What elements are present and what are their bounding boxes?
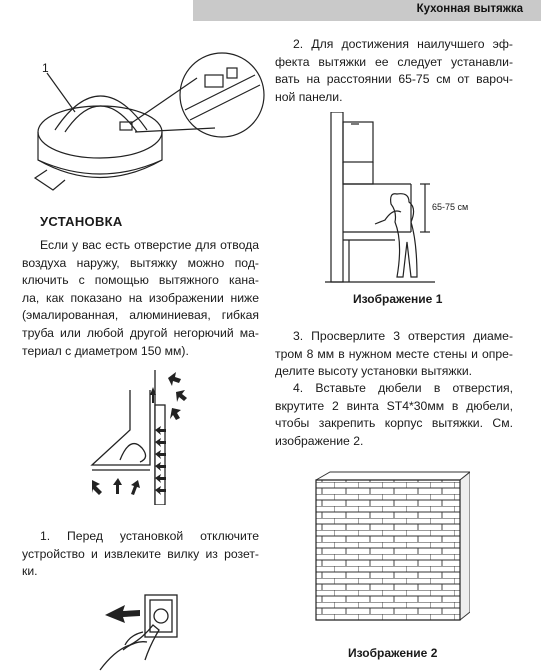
text-line: изображение 2. — [275, 433, 364, 448]
unplug-illustration — [95, 590, 185, 672]
text-line: чтобы закрепить корпус вытяжки. См. — [275, 416, 513, 431]
text-line: устройство и извлеките вилку из розет- — [22, 546, 259, 561]
step-4-paragraph — [275, 380, 513, 450]
text-line: териал с диаметром 150 мм). — [22, 343, 189, 358]
figure-2-caption: Изображение 2 — [348, 646, 438, 660]
hood-airflow-illustration — [80, 370, 200, 505]
brick-wall-illustration — [310, 470, 470, 630]
text-line: ки. — [22, 564, 38, 579]
text-line: вкрутите 2 винта ST4*30мм в дюбели, — [275, 398, 513, 413]
step-3-paragraph — [275, 328, 513, 381]
duct-collar-illustration — [25, 40, 270, 200]
text-line: воздуха наружу, вытяжку можно под- — [22, 255, 259, 270]
dimension-label: 65-75 см — [432, 202, 469, 212]
text-line: 2. Для достижения наилучшего эф- — [293, 37, 513, 51]
page-title: Кухонная вытяжка — [416, 3, 523, 15]
intro-paragraph — [22, 237, 259, 360]
text-line: ключить с помощью вытяжного кана- — [22, 273, 259, 288]
hood-height-illustration — [325, 112, 485, 290]
text-line: вать на расстоянии 65-75 см от вароч- — [275, 72, 513, 87]
text-line: ла, как показано на изображении ниже — [22, 290, 259, 305]
text-line: 4. Вставьте дюбели в отверстия, — [293, 381, 513, 395]
text-line: труба или любой другой негорючий ма- — [22, 325, 259, 340]
text-line: делите высоту установки вытяжки. — [275, 364, 473, 379]
text-line: фекта вытяжки ее следует устанавли- — [275, 54, 513, 69]
text-line: Если у вас есть отверстие для отвода — [40, 238, 259, 252]
figure-1-caption: Изображение 1 — [353, 292, 443, 306]
step-1-paragraph — [22, 528, 259, 581]
text-line: 1. Перед установкой отключите — [40, 529, 259, 543]
text-line: 3. Просверлите 3 отверстия диаме- — [293, 329, 513, 343]
callout-number: 1 — [42, 61, 49, 75]
section-heading: УСТАНОВКА — [40, 214, 123, 229]
text-line: (эмалированная, алюминиевая, гибкая — [22, 308, 259, 323]
header-bar — [193, 0, 541, 21]
text-line: тром 8 мм в нужном месте стены и опре- — [275, 346, 513, 361]
text-line: ной панели. — [275, 89, 343, 104]
step-2-paragraph — [275, 36, 513, 106]
